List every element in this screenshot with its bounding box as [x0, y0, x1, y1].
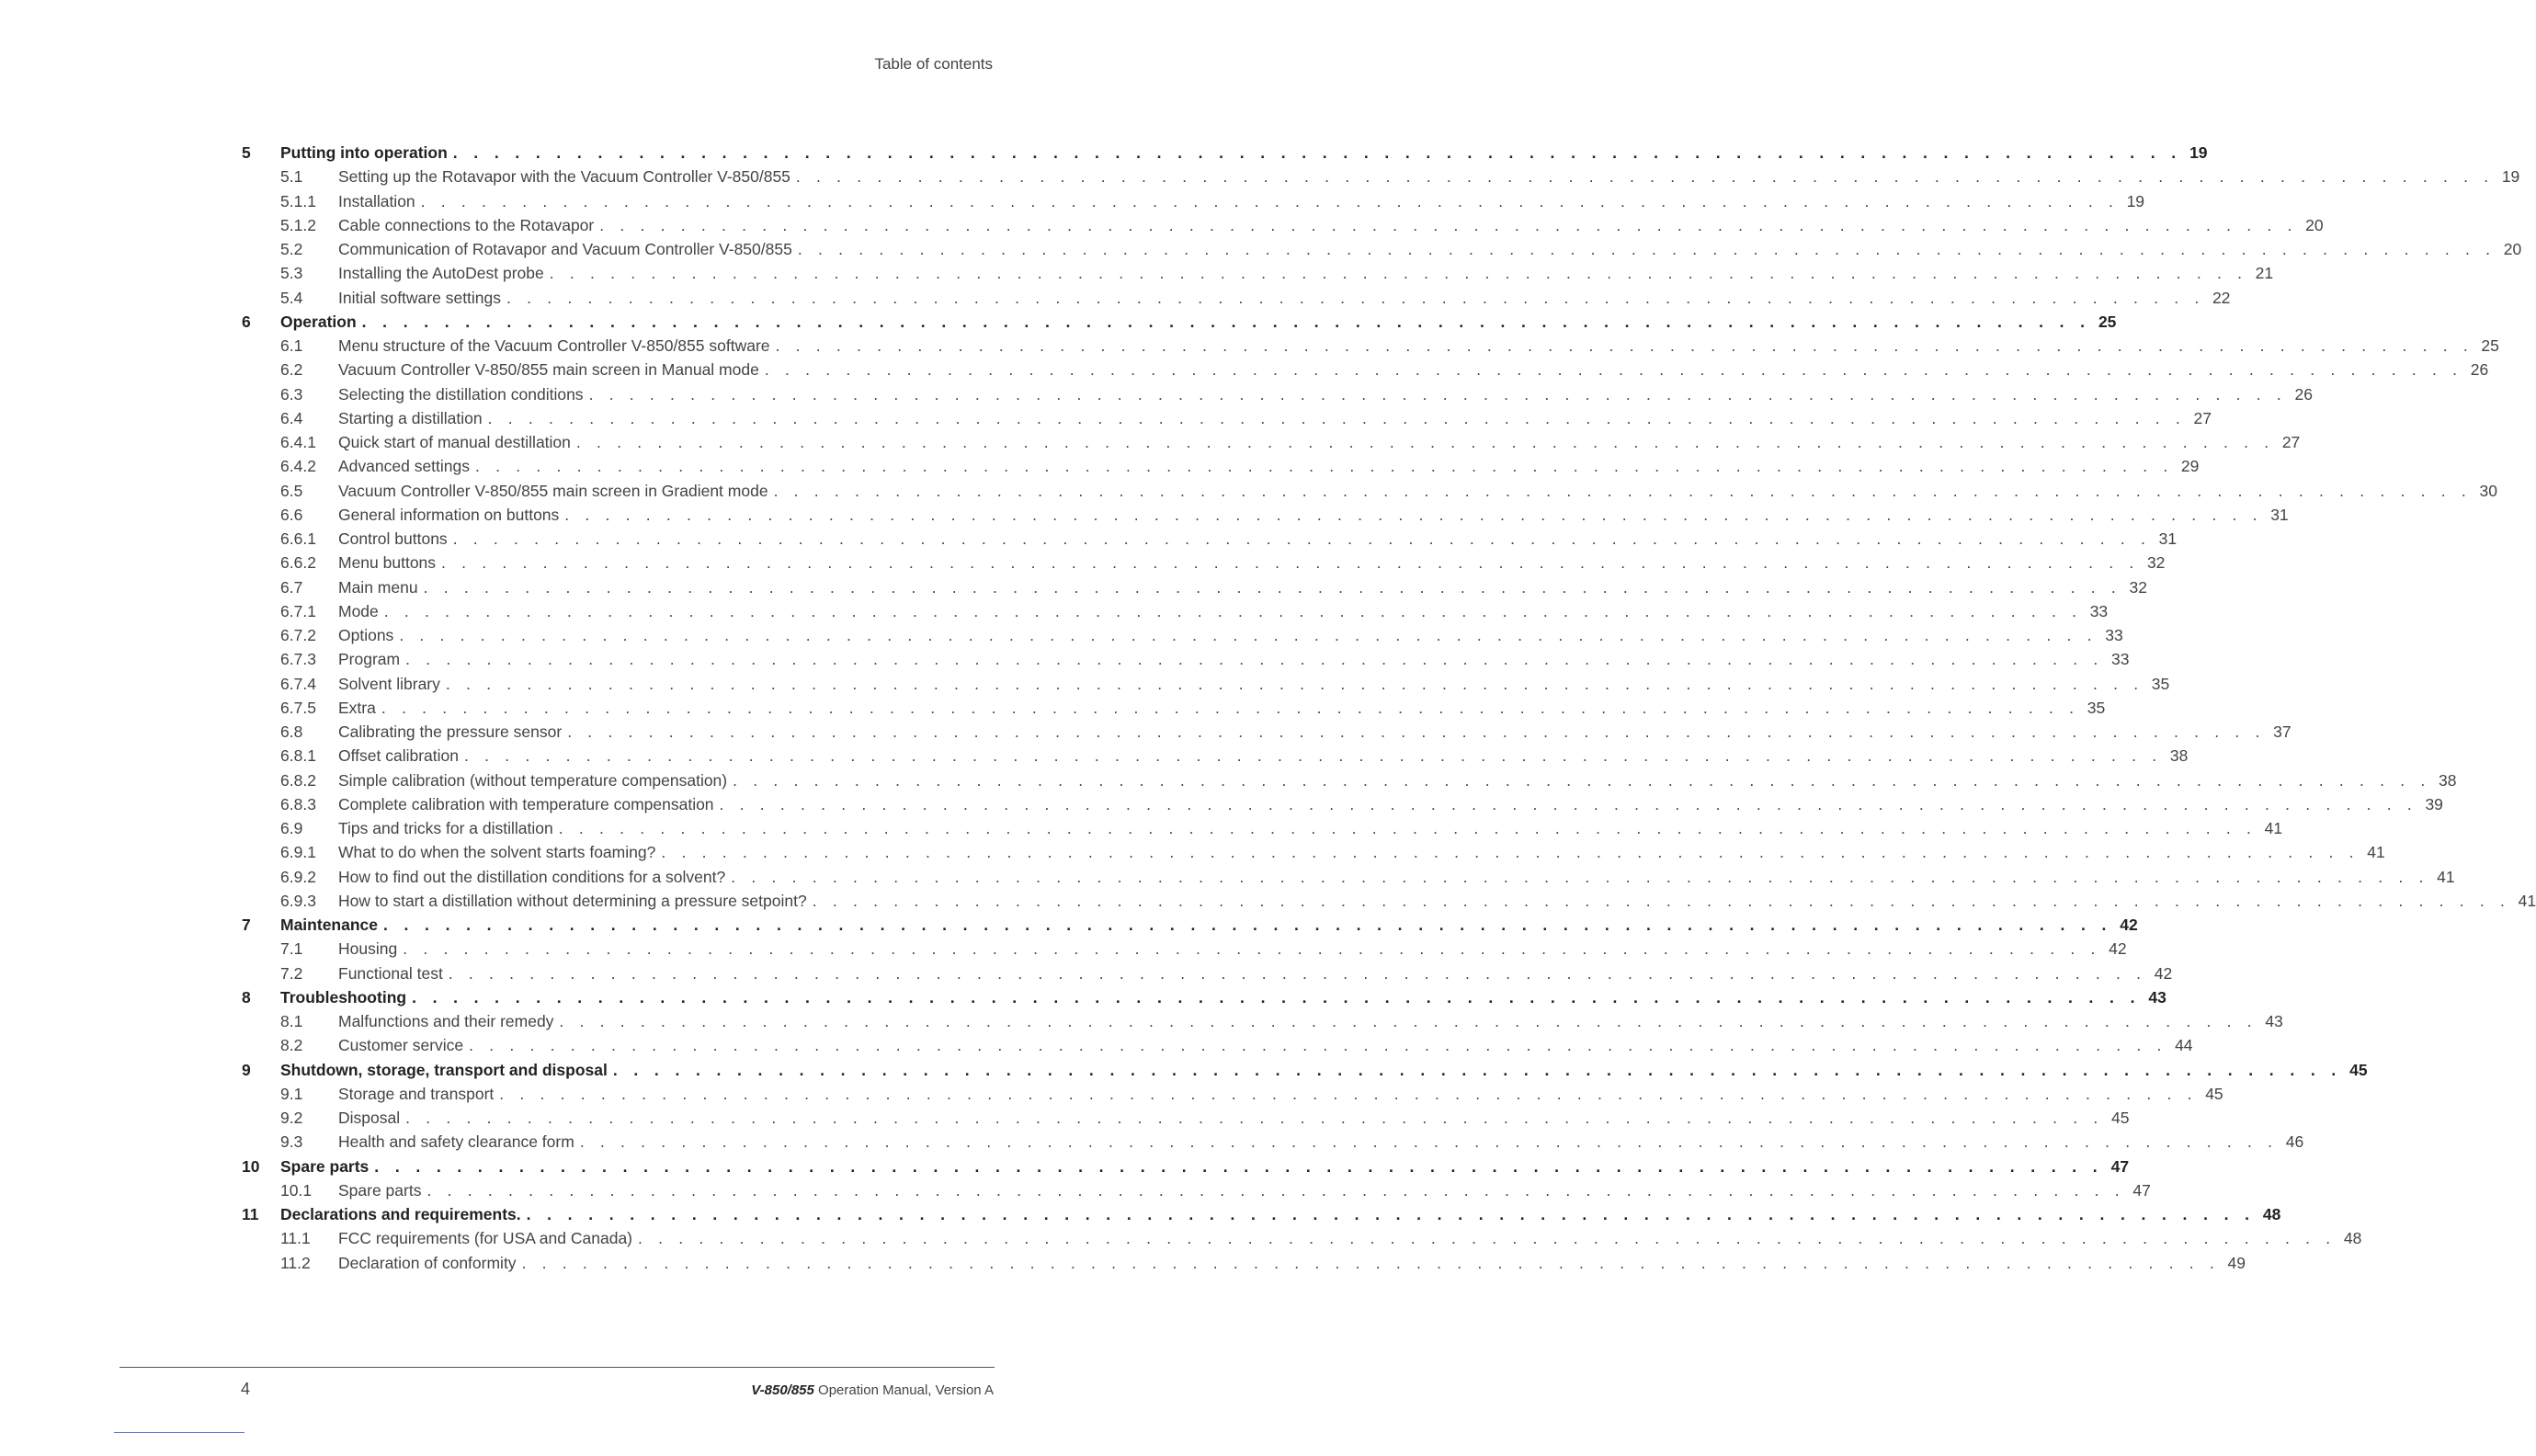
toc-section-row[interactable]	[242, 1178, 2151, 1202]
toc-section-row[interactable]	[242, 937, 2127, 961]
toc-entry-number: 6.5	[280, 481, 303, 500]
toc-entry	[338, 720, 2291, 744]
toc-entry-number: 5.1.1	[280, 191, 316, 210]
toc-entry-page[interactable]: 45	[2205, 1084, 2223, 1103]
toc-entry-page[interactable]: 33	[2111, 650, 2130, 669]
toc-entry-number: 5.1.2	[280, 215, 316, 234]
toc-section-row[interactable]	[242, 575, 2147, 599]
toc-entry-title[interactable]: Customer service	[338, 1033, 469, 1057]
toc-entry	[338, 889, 2536, 913]
toc-entry-number: 6.1	[280, 336, 303, 355]
toc-entry	[280, 985, 2166, 1009]
toc-entry-number: 6.8	[280, 722, 303, 741]
toc-entry-page[interactable]: 26	[2294, 384, 2313, 404]
footer-document-title	[751, 1382, 994, 1398]
toc-entry	[338, 768, 2457, 792]
toc-entry	[280, 913, 2138, 937]
toc-entry-page[interactable]: 37	[2273, 722, 2291, 741]
toc-entry	[338, 334, 2499, 358]
toc-entry-page[interactable]: 41	[2518, 891, 2536, 910]
toc-dot-leader: . . . . . . . . . . . . . . . . . . . . . . . . . . . . . . . . . . . . . . . . . . . . . . . . . . . . . . . . . . . . . . . . . . . . . . . . . . . . . . . . . . . .	[612, 1060, 2342, 1079]
toc-section-row[interactable]	[242, 406, 2212, 430]
toc-section-row[interactable]	[242, 889, 2536, 913]
toc-dot-leader: . . . . . . . . . . . . . . . . . . . . . . . . . . . . . . . . . . . . . . . . . . . . . . . . . . . . . . . . . . . . . . . . . . . . . . . . . . . . . . . . . . . .	[487, 408, 2186, 427]
toc-entry-page[interactable]: 31	[2158, 529, 2178, 548]
toc-entry	[338, 165, 2520, 188]
toc-dot-leader: . . . . . . . . . . . . . . . . . . . . . . . . . . . . . . . . . . . . . . . . . . . . . . . . . . . . . . . . . . . . . . . . . . . . . . . . . . . . . . . . . . . .	[599, 215, 2298, 234]
toc-entry-title[interactable]: Installation	[338, 189, 421, 213]
toc-section-row[interactable]	[242, 1251, 2246, 1275]
toc-entry-page[interactable]: 43	[2148, 987, 2166, 1007]
toc-entry	[338, 358, 2489, 381]
toc-dot-leader: . . . . . . . . . . . . . . . . . . . . . . . . . . . . . . . . . . . . . . . . . . . . . . . . . . . . . . . . . . . . . . . . . . . . . . . . . . . . . . . . . . . .	[731, 867, 2429, 886]
table-of-contents	[242, 141, 2536, 1275]
toc-entry-number: 11	[242, 1205, 259, 1223]
toc-entry-title[interactable]: Declarations and requirements.	[280, 1202, 527, 1226]
toc-dot-leader: . . . . . . . . . . . . . . . . . . . . . . . . . . . . . . . . . . . . . . . . . . . . . . . . . . . . . . . . . . . . . . . . . . . . . . . . . . . . . . . . . . . .	[719, 794, 2417, 813]
toc-entry-number: 6.9	[280, 819, 303, 837]
toc-section-row[interactable]	[242, 454, 2200, 478]
toc-entry	[338, 503, 2289, 527]
toc-entry	[280, 141, 2208, 165]
toc-entry-number: 7.1	[280, 939, 303, 959]
toc-entry-number: 6.9.1	[280, 843, 316, 862]
toc-entry-page[interactable]: 31	[2270, 505, 2289, 524]
toc-entry-title[interactable]: Main menu	[338, 575, 424, 599]
footer-divider	[119, 1367, 995, 1368]
toc-entry-title[interactable]: Extra	[338, 696, 381, 720]
toc-entry-number: 6.2	[280, 360, 303, 380]
toc-dot-leader: . . . . . . . . . . . . . . . . . . . . . . . . . . . . . . . . . . . . . . . . . . . . . . . . . . . . . . . . . . . . . . . . . . . . . . . . . . . . . . . . . . . .	[549, 264, 2248, 283]
toc-entry-title[interactable]: Health and safety clearance form	[338, 1130, 580, 1154]
toc-entry-number: 6.7.4	[280, 674, 316, 693]
toc-entry-title[interactable]: Calibrating the pressure sensor	[338, 720, 567, 744]
toc-entry	[280, 1202, 2281, 1226]
toc-section-row[interactable]	[242, 672, 2170, 696]
toc-entry-page[interactable]: 25	[2481, 336, 2499, 355]
toc-entry-page[interactable]: 48	[2262, 1205, 2281, 1223]
toc-entry-page[interactable]: 26	[2470, 360, 2489, 380]
toc-section-row[interactable]	[242, 816, 2283, 840]
toc-section-row[interactable]	[242, 1082, 2223, 1106]
toc-entry	[280, 310, 2117, 334]
toc-entry-title[interactable]: Simple calibration (without temperature compensation)	[338, 768, 733, 792]
toc-dot-leader: . . . . . . . . . . . . . . . . . . . . . . . . . . . . . . . . . . . . . . . . . . . . . . . . . . . . . . . . . . . . . . . . . . . . . . . . . . . . . . . . . . . .	[383, 916, 2112, 934]
toc-entry	[338, 1251, 2246, 1275]
toc-entry-page[interactable]: 41	[2367, 843, 2385, 862]
toc-entry	[338, 792, 2443, 816]
toc-dot-leader: . . . . . . . . . . . . . . . . . . . . . . . . . . . . . . . . . . . . . . . . . . . . . . . . . . . . . . . . . . . . . . . . . . . . . . . . . . . . . . . . . . . .	[506, 288, 2205, 307]
toc-section-row[interactable]	[242, 213, 2324, 237]
toc-dot-leader: . . . . . . . . . . . . . . . . . . . . . . . . . . . . . . . . . . . . . . . . . . . . . . . . . . . . . . . . . . . . . . . . . . . . . . . . . . . . . . . . . . . .	[420, 191, 2120, 210]
toc-section-row[interactable]	[242, 623, 2123, 647]
toc-entry-title[interactable]: Operation	[280, 310, 362, 334]
toc-entry-page[interactable]: 35	[2151, 674, 2170, 693]
toc-entry-page[interactable]: 41	[2437, 867, 2455, 886]
toc-entry-page[interactable]: 45	[2349, 1060, 2368, 1079]
toc-entry	[338, 479, 2497, 503]
toc-entry-number: 5.3	[280, 264, 303, 283]
toc-section-row[interactable]	[242, 358, 2489, 381]
toc-dot-leader: . . . . . . . . . . . . . . . . . . . . . . . . . . . . . . . . . . . . . . . . . . . . . . . . . . . . . . . . . . . . . . . . . . . . . . . . . . . . . . . . . . . .	[445, 674, 2144, 693]
toc-entry-number: 9.3	[280, 1132, 303, 1152]
toc-entry-title[interactable]: Selecting the distillation conditions	[338, 382, 589, 406]
toc-entry-title[interactable]: Spare parts	[338, 1178, 426, 1202]
toc-section-row[interactable]	[242, 792, 2443, 816]
toc-entry-page[interactable]: 25	[2098, 312, 2117, 331]
toc-section-row[interactable]	[242, 961, 2173, 985]
toc-entry-page[interactable]: 42	[2154, 963, 2173, 983]
toc-entry-page[interactable]: 33	[2105, 626, 2123, 644]
toc-dot-leader: . . . . . . . . . . . . . . . . . . . . . . . . . . . . . . . . . . . . . . . . . . . . . . . . . . . . . . . . . . . . . . . . . . . . . . . . . . . . . . . . . . . .	[795, 167, 2495, 187]
toc-dot-leader: . . . . . . . . . . . . . . . . . . . . . . . . . . . . . . . . . . . . . . . . . . . . . . . . . . . . . . . . . . . . . . . . . . . . . . . . . . . . . . . . . . . .	[575, 433, 2275, 451]
toc-entry-title[interactable]: Complete calibration with temperature compensation	[338, 792, 720, 816]
toc-entry-number: 6.7.1	[280, 601, 316, 620]
toc-entry-number: 6.7.3	[280, 650, 316, 669]
toc-entry-number: 6.6	[280, 505, 303, 524]
toc-entry-page[interactable]: 46	[2285, 1132, 2304, 1152]
toc-entry-page[interactable]: 38	[2439, 770, 2457, 790]
toc-entry-number: 6.4.1	[280, 433, 316, 451]
toc-entry	[338, 430, 2301, 454]
toc-entry-number: 5.2	[280, 240, 303, 258]
toc-entry-number: 5.1	[280, 167, 303, 187]
toc-entry-title[interactable]: Vacuum Controller V-850/855 main screen in Manual mode	[338, 358, 765, 381]
toc-entry-page[interactable]: 48	[2343, 1229, 2362, 1248]
toc-entry	[338, 575, 2147, 599]
toc-entry-page[interactable]: 38	[2169, 746, 2189, 766]
toc-section-row[interactable]	[242, 430, 2301, 454]
toc-section-row[interactable]	[242, 165, 2520, 188]
toc-section-row[interactable]	[242, 744, 2189, 768]
toc-dot-leader: . . . . . . . . . . . . . . . . . . . . . . . . . . . . . . . . . . . . . . . . . . . . . . . . . . . . . . . . . . . . . . . . . . . . . . . . . . . . . . . . . . . .	[764, 360, 2463, 380]
toc-section-row[interactable]	[242, 1130, 2304, 1154]
toc-entry-number: 6.8.2	[280, 770, 316, 790]
toc-dot-leader: . . . . . . . . . . . . . . . . . . . . . . . . . . . . . . . . . . . . . . . . . . . . . . . . . . . . . . . . . . . . . . . . . . . . . . . . . . . . . . . . . . . .	[588, 384, 2287, 404]
toc-dot-leader: . . . . . . . . . . . . . . . . . . . . . . . . . . . . . . . . . . . . . . . . . . . . . . . . . . . . . . . . . . . . . . . . . . . . . . . . . . . . . . . . . . . .	[475, 457, 2174, 476]
toc-dot-leader: . . . . . . . . . . . . . . . . . . . . . . . . . . . . . . . . . . . . . . . . . . . . . . . . . . . . . . . . . . . . . . . . . . . . . . . . . . . . . . . . . . . .	[464, 746, 2163, 766]
toc-entry	[338, 647, 2130, 671]
toc-chapter-row[interactable]	[242, 913, 2138, 937]
toc-entry-page[interactable]: 21	[2255, 264, 2274, 283]
toc-entry-page[interactable]: 49	[2227, 1253, 2246, 1272]
toc-entry	[338, 382, 2313, 406]
toc-entry-number: 6.7.5	[280, 698, 316, 717]
toc-section-row[interactable]	[242, 334, 2499, 358]
toc-dot-leader: . . . . . . . . . . . . . . . . . . . . . . . . . . . . . . . . . . . . . . . . . . . . . . . . . . . . . . . . . . . . . . . . . . . . . . . . . . . . . . . . . . . .	[797, 240, 2496, 258]
toc-entry-number: 6	[242, 312, 251, 331]
toc-dot-leader: . . . . . . . . . . . . . . . . . . . . . . . . . . . . . . . . . . . . . . . . . . . . . . . . . . . . . . . . . . . . . . . . . . . . . . . . . . . . . . . . . . . .	[775, 336, 2473, 355]
toc-section-row[interactable]	[242, 551, 2166, 574]
toc-dot-leader: . . . . . . . . . . . . . . . . . . . . . . . . . . . . . . . . . . . . . . . . . . . . . . . . . . . . . . . . . . . . . . . . . . . . . . . . . . . . . . . . . . . .	[567, 722, 2266, 741]
toc-entry	[338, 599, 2109, 623]
toc-dot-leader: . . . . . . . . . . . . . . . . . . . . . . . . . . . . . . . . . . . . . . . . . . . . . . . . . . . . . . . . . . . . . . . . . . . . . . . . . . . . . . . . . . . .	[426, 1180, 2125, 1200]
toc-entry	[338, 213, 2324, 237]
toc-section-row[interactable]	[242, 647, 2130, 671]
toc-dot-leader: . . . . . . . . . . . . . . . . . . . . . . . . . . . . . . . . . . . . . . . . . . . . . . . . . . . . . . . . . . . . . . . . . . . . . . . . . . . . . . . . . . . .	[381, 698, 2080, 717]
toc-entry-title[interactable]: Menu structure of the Vacuum Controller V-850/855 software	[338, 334, 776, 358]
toc-entry-title[interactable]: Malfunctions and their remedy	[338, 1009, 559, 1033]
toc-section-row[interactable]	[242, 1226, 2362, 1250]
toc-dot-leader: . . . . . . . . . . . . . . . . . . . . . . . . . . . . . . . . . . . . . . . . . . . . . . . . . . . . . . . . . . . . . . . . . . . . . . . . . . . . . . . . . . . .	[383, 601, 2083, 620]
toc-dot-leader: . . . . . . . . . . . . . . . . . . . . . . . . . . . . . . . . . . . . . . . . . . . . . . . . . . . . . . . . . . . . . . . . . . . . . . . . . . . . . . . . . . . .	[361, 312, 2091, 331]
toc-dot-leader: . . . . . . . . . . . . . . . . . . . . . . . . . . . . . . . . . . . . . . . . . . . . . . . . . . . . . . . . . . . . . . . . . . . . . . . . . . . . . . . . . . . .	[521, 1253, 2220, 1272]
toc-dot-leader: . . . . . . . . . . . . . . . . . . . . . . . . . . . . . . . . . . . . . . . . . . . . . . . . . . . . . . . . . . . . . . . . . . . . . . . . . . . . . . . . . . . .	[441, 553, 2140, 573]
toc-section-row[interactable]	[242, 865, 2455, 889]
toc-entry-title[interactable]: Putting into operation	[280, 141, 453, 165]
toc-entry-title[interactable]: Declaration of conformity	[338, 1251, 522, 1275]
toc-section-row[interactable]	[242, 768, 2457, 792]
toc-entry-title[interactable]: Storage and transport	[338, 1082, 499, 1106]
toc-entry-page[interactable]: 19	[2501, 167, 2520, 187]
toc-entry-title[interactable]: Vacuum Controller V-850/855 main screen in Gradient mode	[338, 479, 774, 503]
toc-section-row[interactable]	[242, 189, 2145, 213]
toc-entry-page[interactable]: 29	[2180, 457, 2200, 476]
toc-section-row[interactable]	[242, 503, 2289, 527]
toc-entry-number: 5.4	[280, 288, 303, 307]
toc-entry-title[interactable]: Starting a distillation	[338, 406, 488, 430]
toc-entry-title[interactable]: Disposal	[338, 1106, 405, 1130]
toc-chapter-row[interactable]	[242, 310, 2117, 334]
toc-chapter-row[interactable]	[242, 1202, 2281, 1226]
toc-entry	[338, 961, 2173, 985]
toc-dot-leader: . . . . . . . . . . . . . . . . . . . . . . . . . . . . . . . . . . . . . . . . . . . . . . . . . . . . . . . . . . . . . . . . . . . . . . . . . . . . . . . . . . . .	[733, 770, 2431, 790]
toc-entry-number: 6.9.3	[280, 891, 316, 910]
toc-entry-title[interactable]: Mode	[338, 599, 384, 623]
toc-section-row[interactable]	[242, 1033, 2193, 1057]
toc-entry	[338, 816, 2283, 840]
toc-entry-title[interactable]: How to find out the distillation conditions for a solvent?	[338, 865, 731, 889]
toc-dot-leader: . . . . . . . . . . . . . . . . . . . . . . . . . . . . . . . . . . . . . . . . . . . . . . . . . . . . . . . . . . . . . . . . . . . . . . . . . . . . . . . . . . . .	[423, 577, 2121, 597]
toc-dot-leader: . . . . . . . . . . . . . . . . . . . . . . . . . . . . . . . . . . . . . . . . . . . . . . . . . . . . . . . . . . . . . . . . . . . . . . . . . . . . . . . . . . . .	[403, 939, 2101, 959]
toc-entry	[338, 551, 2166, 574]
toc-entry-page[interactable]: 27	[2281, 433, 2301, 451]
toc-entry	[338, 454, 2200, 478]
toc-entry	[338, 189, 2145, 213]
bottom-link-underline	[114, 1432, 245, 1433]
toc-entry	[338, 1082, 2223, 1106]
toc-entry	[338, 1033, 2193, 1057]
toc-entry-number: 11.1	[280, 1229, 311, 1248]
toc-dot-leader: . . . . . . . . . . . . . . . . . . . . . . . . . . . . . . . . . . . . . . . . . . . . . . . . . . . . . . . . . . . . . . . . . . . . . . . . . . . . . . . . . . . .	[564, 505, 2263, 524]
toc-dot-leader: . . . . . . . . . . . . . . . . . . . . . . . . . . . . . . . . . . . . . . . . . . . . . . . . . . . . . . . . . . . . . . . . . . . . . . . . . . . . . . . . . . . .	[412, 987, 2141, 1007]
toc-entry-number: 6.8.3	[280, 794, 316, 813]
toc-entry-number: 6.9.2	[280, 867, 316, 886]
toc-entry-number: 11.2	[280, 1253, 311, 1272]
toc-entry-page[interactable]: 32	[2129, 577, 2147, 597]
toc-dot-leader: . . . . . . . . . . . . . . . . . . . . . . . . . . . . . . . . . . . . . . . . . . . . . . . . . . . . . . . . . . . . . . . . . . . . . . . . . . . . . . . . . . . .	[448, 963, 2147, 983]
toc-entry-page[interactable]: 20	[2305, 215, 2324, 234]
toc-dot-leader: . . . . . . . . . . . . . . . . . . . . . . . . . . . . . . . . . . . . . . . . . . . . . . . . . . . . . . . . . . . . . . . . . . . . . . . . . . . . . . . . . . . .	[405, 650, 2104, 669]
toc-entry	[338, 286, 2231, 310]
toc-entry-title[interactable]: Options	[338, 623, 399, 647]
toc-entry	[338, 527, 2178, 551]
toc-entry	[338, 1178, 2151, 1202]
toc-chapter-row[interactable]	[242, 985, 2166, 1009]
toc-entry-page[interactable]: 30	[2479, 481, 2497, 500]
toc-dot-leader: . . . . . . . . . . . . . . . . . . . . . . . . . . . . . . . . . . . . . . . . . . . . . . . . . . . . . . . . . . . . . . . . . . . . . . . . . . . . . . . . . . . .	[526, 1205, 2256, 1223]
toc-entry	[338, 1130, 2304, 1154]
toc-dot-leader: . . . . . . . . . . . . . . . . . . . . . . . . . . . . . . . . . . . . . . . . . . . . . . . . . . . . . . . . . . . . . . . . . . . . . . . . . . . . . . . . . . . .	[399, 626, 2098, 644]
toc-dot-leader: . . . . . . . . . . . . . . . . . . . . . . . . . . . . . . . . . . . . . . . . . . . . . . . . . . . . . . . . . . . . . . . . . . . . . . . . . . . . . . . . . . . .	[558, 819, 2257, 837]
toc-entry	[338, 937, 2127, 961]
toc-entry-title[interactable]: Installing the AutoDest probe	[338, 261, 550, 285]
toc-section-row[interactable]	[242, 382, 2313, 406]
toc-entry-title[interactable]: Solvent library	[338, 672, 446, 696]
toc-section-row[interactable]	[242, 261, 2274, 285]
toc-entry-number: 6.6.1	[280, 529, 316, 548]
toc-entry	[280, 1058, 2368, 1082]
toc-entry-page[interactable]: 35	[2087, 698, 2106, 717]
toc-entry-title[interactable]: Communication of Rotavapor and Vacuum Controller V-850/855	[338, 237, 798, 261]
toc-entry-title[interactable]: Quick start of manual destillation	[338, 430, 576, 454]
toc-entry-page[interactable]: 20	[2503, 240, 2522, 258]
toc-entry	[338, 744, 2189, 768]
toc-entry-number: 10.1	[280, 1180, 313, 1200]
toc-entry-title[interactable]: Functional test	[338, 961, 449, 985]
toc-entry-title[interactable]: Tips and tricks for a distillation	[338, 816, 559, 840]
toc-entry-number: 6.6.2	[280, 553, 316, 573]
toc-entry	[338, 1226, 2362, 1250]
toc-entry-page[interactable]: 41	[2264, 819, 2283, 837]
toc-entry-number: 9.1	[280, 1084, 303, 1103]
toc-entry-number: 7.2	[280, 963, 303, 983]
toc-section-row[interactable]	[242, 286, 2231, 310]
toc-entry-title[interactable]: Troubleshooting	[280, 985, 412, 1009]
toc-entry-title[interactable]: General information on buttons	[338, 503, 564, 527]
toc-entry-page[interactable]: 19	[2126, 191, 2145, 210]
toc-entry-number: 8.2	[280, 1036, 303, 1055]
toc-entry-page[interactable]: 27	[2193, 408, 2212, 427]
toc-entry-page[interactable]: 44	[2175, 1036, 2193, 1055]
toc-entry-number: 8.1	[280, 1012, 303, 1030]
toc-section-row[interactable]	[242, 479, 2497, 503]
toc-section-row[interactable]	[242, 696, 2106, 720]
toc-entry-title[interactable]: Cable connections to the Rotavapor	[338, 213, 599, 237]
toc-section-row[interactable]	[242, 840, 2385, 864]
toc-entry-title[interactable]: Advanced settings	[338, 454, 475, 478]
toc-entry-number: 8	[242, 987, 251, 1007]
toc-entry-title[interactable]: Maintenance	[280, 913, 383, 937]
toc-entry-page[interactable]: 45	[2111, 1109, 2130, 1127]
toc-dot-leader: . . . . . . . . . . . . . . . . . . . . . . . . . . . . . . . . . . . . . . . . . . . . . . . . . . . . . . . . . . . . . . . . . . . . . . . . . . . . . . . . . . . .	[374, 1156, 2104, 1176]
footer-page-number: 4	[241, 1380, 251, 1398]
toc-entry	[338, 840, 2385, 864]
page-header-title: Table of contents	[874, 55, 993, 73]
toc-entry-number: 6.8.1	[280, 746, 316, 766]
toc-entry	[338, 1009, 2283, 1033]
toc-entry-number: 10	[242, 1156, 260, 1176]
toc-entry-page[interactable]: 19	[2189, 143, 2208, 162]
toc-entry-number: 9	[242, 1060, 251, 1079]
toc-chapter-row[interactable]	[242, 1058, 2368, 1082]
toc-entry-title[interactable]: Shutdown, storage, transport and disposal	[280, 1058, 613, 1082]
toc-section-row[interactable]	[242, 1106, 2130, 1130]
toc-entry-title[interactable]: Setting up the Rotavapor with the Vacuum Controller V-850/855	[338, 165, 796, 188]
toc-chapter-row[interactable]	[242, 141, 2208, 165]
toc-entry-title[interactable]: How to start a distillation without determining a pressure setpoint?	[338, 889, 813, 913]
toc-entry-page[interactable]: 47	[2132, 1180, 2151, 1200]
toc-entry-title[interactable]: FCC requirements (for USA and Canada)	[338, 1226, 638, 1250]
toc-dot-leader: . . . . . . . . . . . . . . . . . . . . . . . . . . . . . . . . . . . . . . . . . . . . . . . . . . . . . . . . . . . . . . . . . . . . . . . . . . . . . . . . . . . .	[812, 891, 2511, 910]
toc-entry-number: 6.4.2	[280, 457, 316, 476]
toc-entry	[338, 1106, 2130, 1130]
toc-dot-leader: . . . . . . . . . . . . . . . . . . . . . . . . . . . . . . . . . . . . . . . . . . . . . . . . . . . . . . . . . . . . . . . . . . . . . . . . . . . . . . . . . . . .	[452, 143, 2182, 162]
toc-section-row[interactable]	[242, 599, 2109, 623]
toc-entry	[280, 1155, 2130, 1178]
toc-dot-leader: . . . . . . . . . . . . . . . . . . . . . . . . . . . . . . . . . . . . . . . . . . . . . . . . . . . . . . . . . . . . . . . . . . . . . . . . . . . . . . . . . . . .	[452, 529, 2152, 548]
toc-entry	[338, 237, 2522, 261]
toc-section-row[interactable]	[242, 237, 2522, 261]
footer-model: V-850/855	[751, 1382, 814, 1398]
toc-entry-number: 6.3	[280, 384, 303, 404]
toc-entry-number: 5	[242, 143, 251, 162]
toc-section-row[interactable]	[242, 720, 2291, 744]
toc-entry-number: 7	[242, 916, 251, 934]
toc-entry-page[interactable]: 39	[2425, 794, 2443, 813]
toc-entry	[338, 261, 2274, 285]
toc-entry-number: 6.7	[280, 577, 303, 597]
toc-chapter-row[interactable]	[242, 1155, 2130, 1178]
toc-entry	[338, 696, 2106, 720]
footer-doc-title: Operation Manual, Version A	[813, 1382, 994, 1398]
toc-dot-leader: . . . . . . . . . . . . . . . . . . . . . . . . . . . . . . . . . . . . . . . . . . . . . . . . . . . . . . . . . . . . . . . . . . . . . . . . . . . . . . . . . . . .	[405, 1109, 2104, 1127]
toc-entry-page[interactable]: 42	[2109, 939, 2127, 959]
toc-entry-title[interactable]: Offset calibration	[338, 744, 464, 768]
toc-dot-leader: . . . . . . . . . . . . . . . . . . . . . . . . . . . . . . . . . . . . . . . . . . . . . . . . . . . . . . . . . . . . . . . . . . . . . . . . . . . . . . . . . . . .	[469, 1036, 2167, 1055]
toc-entry	[338, 623, 2123, 647]
toc-entry-page[interactable]: 43	[2265, 1012, 2283, 1030]
toc-entry-page[interactable]: 22	[2212, 288, 2231, 307]
toc-entry-number: 6.4	[280, 408, 303, 427]
toc-entry-title[interactable]: Housing	[338, 937, 403, 961]
toc-section-row[interactable]	[242, 527, 2178, 551]
toc-entry	[338, 672, 2170, 696]
toc-entry-title[interactable]: What to do when the solvent starts foaming?	[338, 840, 661, 864]
toc-entry-page[interactable]: 47	[2110, 1156, 2130, 1176]
toc-entry-number: 6.7.2	[280, 626, 316, 644]
toc-entry-title[interactable]: Initial software settings	[338, 286, 506, 310]
toc-dot-leader: . . . . . . . . . . . . . . . . . . . . . . . . . . . . . . . . . . . . . . . . . . . . . . . . . . . . . . . . . . . . . . . . . . . . . . . . . . . . . . . . . . . .	[499, 1084, 2198, 1103]
toc-entry-page[interactable]: 32	[2146, 553, 2166, 573]
toc-entry-title[interactable]: Program	[338, 647, 405, 671]
toc-entry-title[interactable]: Spare parts	[280, 1155, 374, 1178]
toc-entry-number: 9.2	[280, 1109, 303, 1127]
toc-entry-page[interactable]: 42	[2120, 916, 2138, 934]
toc-dot-leader: . . . . . . . . . . . . . . . . . . . . . . . . . . . . . . . . . . . . . . . . . . . . . . . . . . . . . . . . . . . . . . . . . . . . . . . . . . . . . . . . . . . .	[579, 1132, 2279, 1152]
toc-entry-title[interactable]: Menu buttons	[338, 551, 441, 574]
toc-entry	[338, 865, 2455, 889]
toc-dot-leader: . . . . . . . . . . . . . . . . . . . . . . . . . . . . . . . . . . . . . . . . . . . . . . . . . . . . . . . . . . . . . . . . . . . . . . . . . . . . . . . . . . . .	[661, 843, 2360, 862]
toc-dot-leader: . . . . . . . . . . . . . . . . . . . . . . . . . . . . . . . . . . . . . . . . . . . . . . . . . . . . . . . . . . . . . . . . . . . . . . . . . . . . . . . . . . . .	[559, 1012, 2257, 1030]
toc-section-row[interactable]	[242, 1009, 2283, 1033]
toc-entry-page[interactable]: 33	[2089, 601, 2109, 620]
toc-dot-leader: . . . . . . . . . . . . . . . . . . . . . . . . . . . . . . . . . . . . . . . . . . . . . . . . . . . . . . . . . . . . . . . . . . . . . . . . . . . . . . . . . . . .	[773, 481, 2472, 500]
toc-entry-title[interactable]: Control buttons	[338, 527, 453, 551]
toc-dot-leader: . . . . . . . . . . . . . . . . . . . . . . . . . . . . . . . . . . . . . . . . . . . . . . . . . . . . . . . . . . . . . . . . . . . . . . . . . . . . . . . . . . . .	[638, 1229, 2337, 1248]
toc-entry	[338, 406, 2212, 430]
